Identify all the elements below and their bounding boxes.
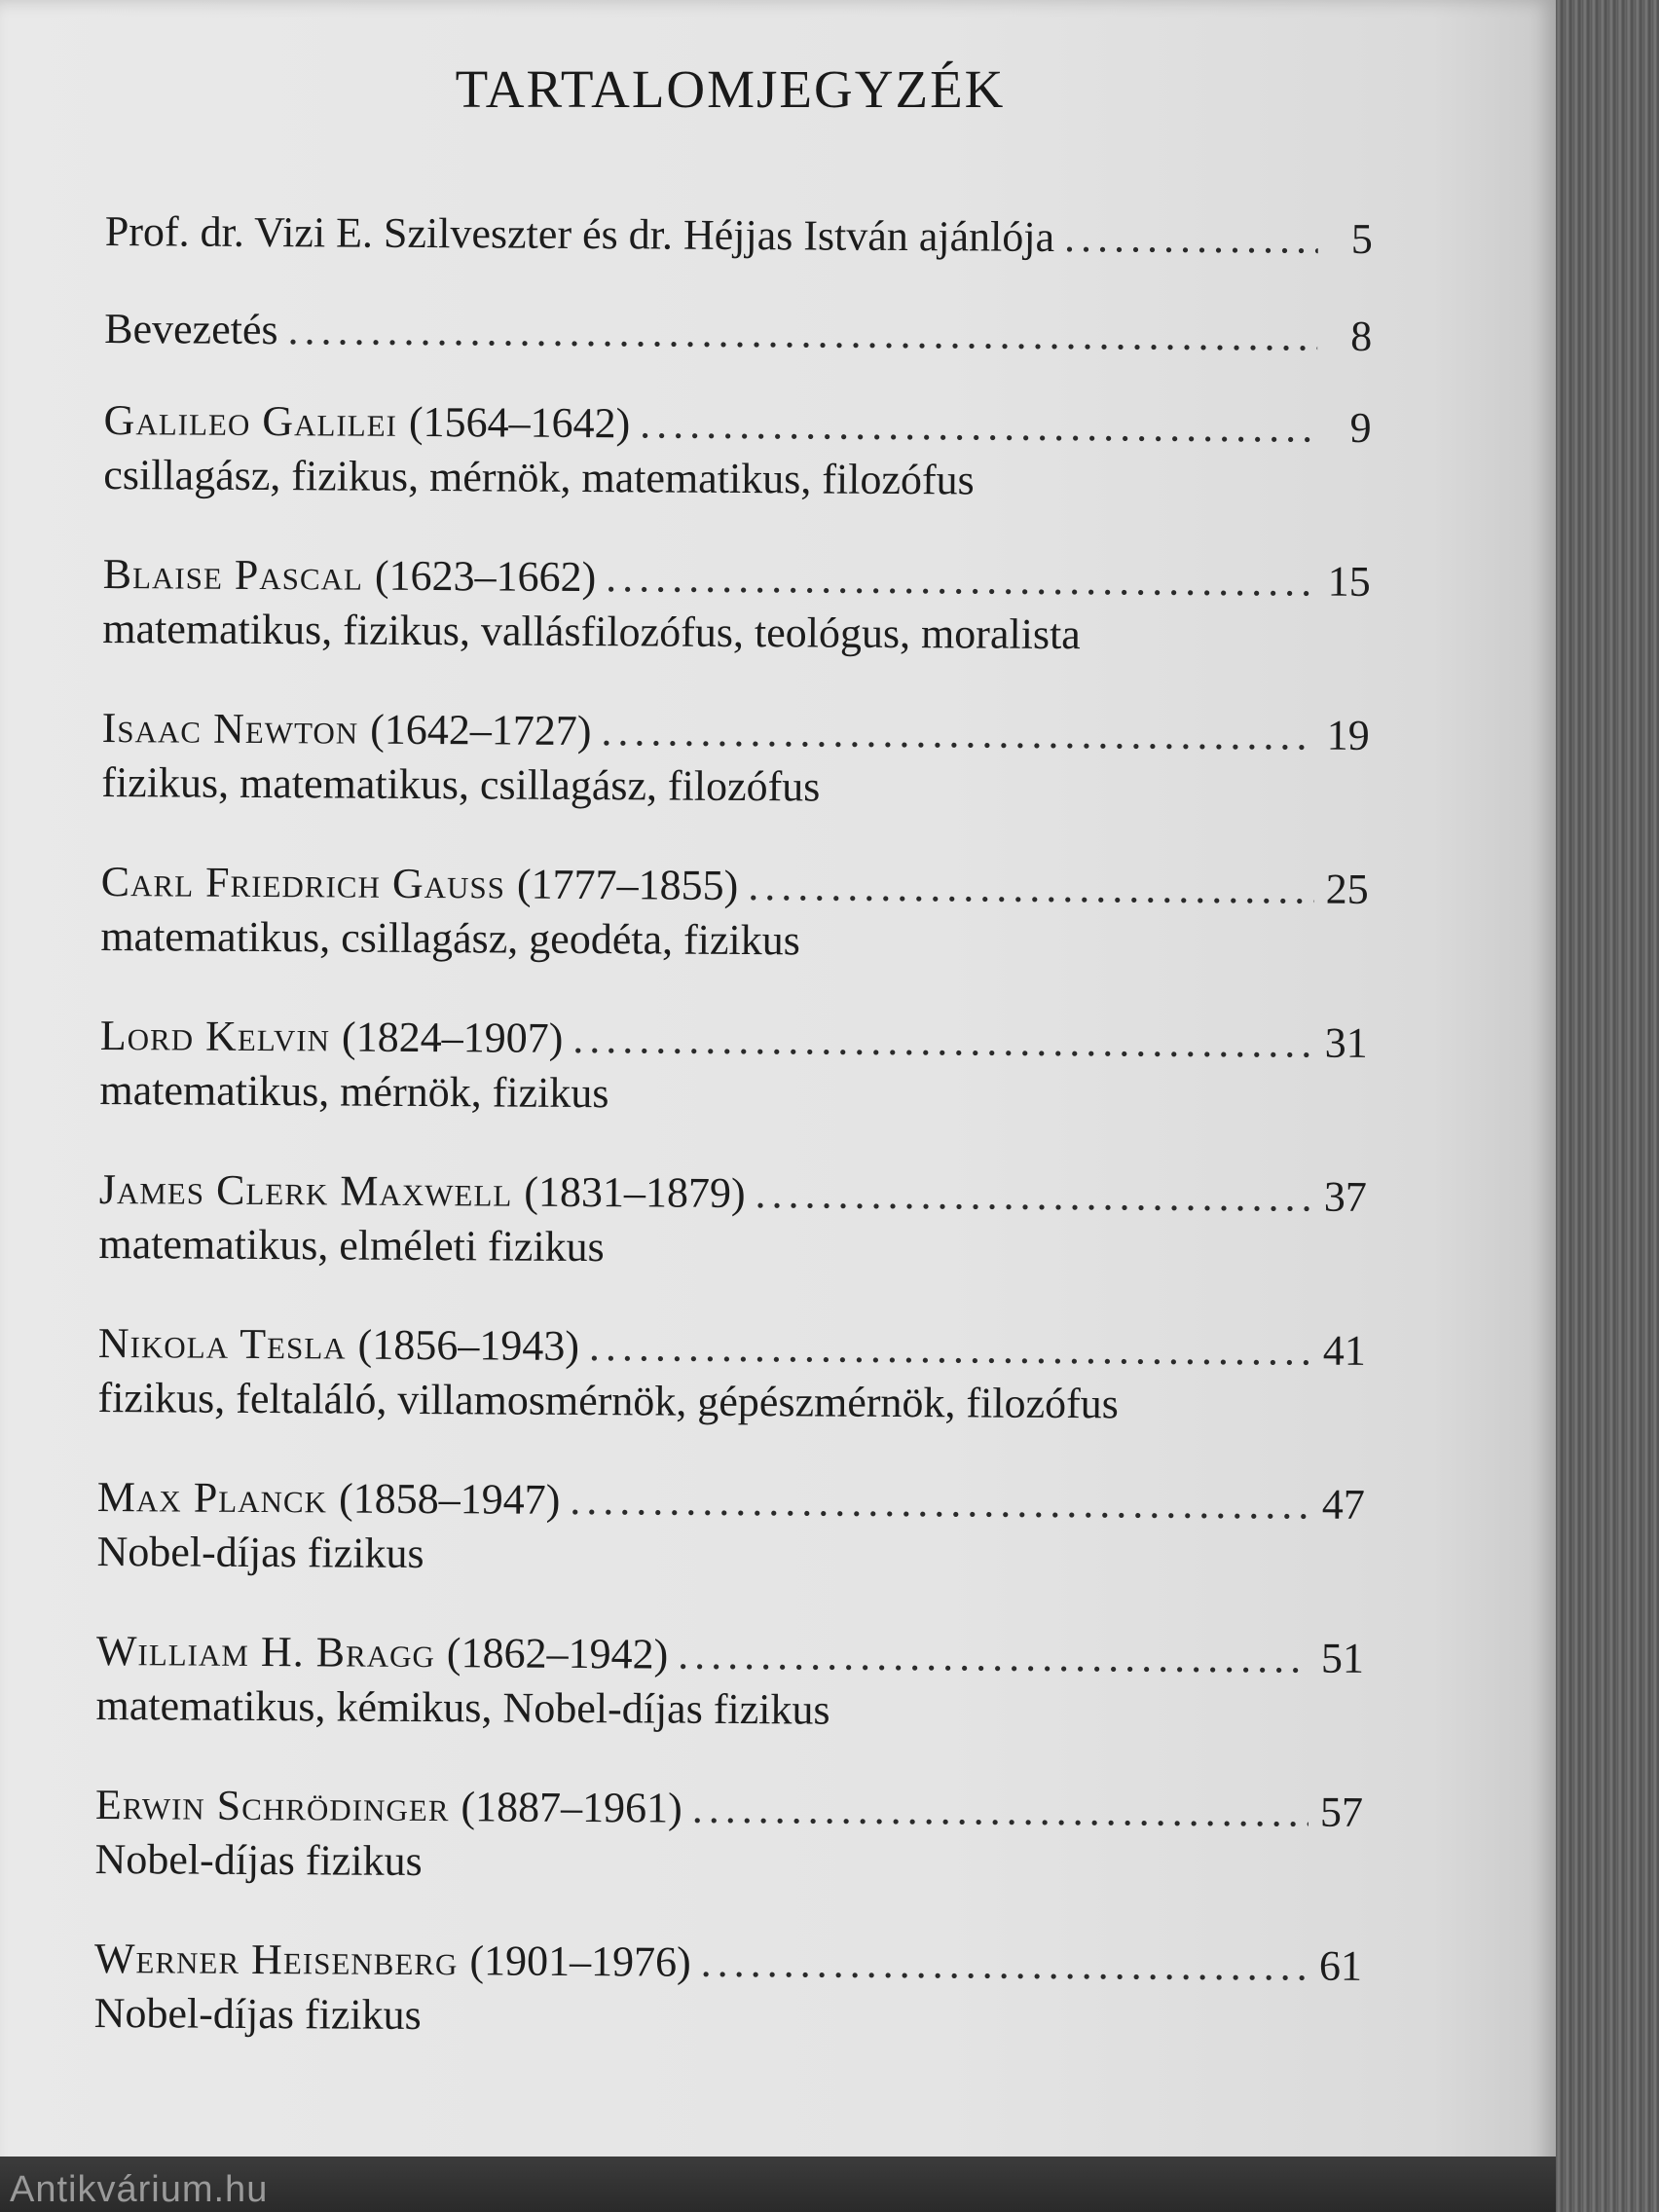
person-name: Lord Kelvin	[99, 1011, 331, 1061]
page-number: 19	[1326, 711, 1370, 759]
page-number: 25	[1325, 865, 1369, 913]
leader-dots	[640, 396, 1317, 455]
toc-entry-line	[105, 204, 1373, 267]
page-number: 57	[1319, 1788, 1364, 1836]
leader-dots	[572, 1012, 1313, 1071]
leader-dots	[570, 1473, 1310, 1532]
toc-entry-line	[95, 1778, 1363, 1840]
person-name: Galileo Galilei	[103, 395, 398, 446]
page-number: 47	[1321, 1480, 1366, 1529]
toc-entry-bragg	[95, 1624, 1364, 1741]
leader-dots	[692, 1782, 1309, 1840]
life-dates: (1887–1961)	[461, 1783, 682, 1832]
toc-entry-foreword	[105, 204, 1373, 267]
person-name: Werner Heisenberg	[93, 1934, 459, 1985]
toc-entry-line	[101, 855, 1369, 917]
person-name: James Clerk Maxwell	[98, 1164, 513, 1216]
leader-dots	[755, 1166, 1312, 1224]
life-dates: (1623–1662)	[374, 551, 597, 602]
toc-entry-line	[94, 1932, 1362, 1994]
toc-entry-line	[102, 701, 1370, 763]
toc-entry-kelvin	[99, 1009, 1368, 1125]
person-description: matematikus, kémikus, Nobel-díjas fizikus	[95, 1680, 830, 1734]
person-description: Nobel-díjas fizikus	[96, 1527, 424, 1578]
page-number: 15	[1327, 557, 1371, 606]
person-description: Nobel-díjas fizikus	[94, 1834, 423, 1886]
person-name: Blaise Pascal	[102, 549, 364, 600]
life-dates: (1824–1907)	[341, 1013, 564, 1062]
person-description: matematikus, elméleti fizikus	[98, 1219, 605, 1272]
toc-entry-pascal	[102, 547, 1371, 664]
person-name: William H. Bragg	[95, 1626, 436, 1677]
toc-entry-introduction	[104, 302, 1372, 364]
page-number: 9	[1349, 403, 1372, 452]
person-description: Nobel-díjas fizikus	[93, 1988, 422, 2040]
watermark: Antikvárium.hu	[10, 2169, 269, 2210]
life-dates: (1642–1727)	[370, 705, 592, 756]
toc-entry-line	[99, 1162, 1367, 1225]
person-name: Isaac Newton	[101, 703, 359, 754]
leader-dots	[678, 1628, 1309, 1686]
toc-entry-line	[103, 547, 1371, 609]
leader-dots	[748, 859, 1314, 917]
toc-entry-schrodinger	[94, 1778, 1363, 1895]
life-dates: (1856–1943)	[357, 1320, 580, 1370]
toc-entry-maxwell	[98, 1162, 1367, 1279]
page-number: 8	[1350, 312, 1373, 360]
life-dates: (1862–1942)	[446, 1629, 669, 1678]
leader-dots	[601, 704, 1315, 762]
toc-entry-heisenberg	[93, 1932, 1362, 2048]
person-description: csillagász, fizikus, mérnök, matematikus, filozófus	[103, 450, 975, 504]
page-number: 41	[1322, 1326, 1366, 1375]
person-name: Erwin Schrödinger	[94, 1780, 450, 1831]
page-number: 37	[1323, 1172, 1367, 1221]
person-description: matematikus, csillagász, geodéta, fizikus	[100, 911, 800, 965]
page-stack-edge	[1556, 0, 1659, 2212]
leader-dots	[589, 1319, 1311, 1379]
person-name: Nikola Tesla	[97, 1318, 347, 1369]
person-description: fizikus, matematikus, csillagász, filozófus	[101, 757, 821, 811]
page-title: TARTALOMJEGYZÉK	[455, 59, 1006, 119]
person-description: fizikus, feltaláló, villamosmérnök, gépészmérnök, filozófus	[97, 1373, 1120, 1428]
leader-dots	[1064, 210, 1318, 267]
page-number: 61	[1318, 1941, 1363, 1990]
toc-entry-galilei	[103, 393, 1372, 510]
toc-entry-tesla	[97, 1316, 1366, 1433]
toc-entry-title: Bevezetés	[104, 304, 278, 354]
page-number: 31	[1324, 1018, 1368, 1067]
page-number: 5	[1350, 214, 1373, 263]
life-dates: (1858–1947)	[338, 1474, 561, 1524]
leader-dots	[606, 550, 1316, 608]
life-dates: (1831–1879)	[524, 1167, 746, 1218]
toc-entry-line	[98, 1316, 1366, 1379]
person-description: matematikus, mérnök, fizikus	[99, 1065, 609, 1118]
person-description: matematikus, fizikus, vallásfilozófus, teológus, moralista	[102, 604, 1081, 659]
leader-dots	[701, 1936, 1309, 1994]
toc-entry-line	[100, 1009, 1368, 1071]
table-of-contents	[93, 204, 1372, 2048]
life-dates: (1901–1976)	[469, 1936, 691, 1986]
toc-entry-line	[97, 1470, 1365, 1532]
leader-dots	[287, 303, 1317, 363]
toc-entry-gauss	[100, 855, 1369, 972]
page-number: 51	[1320, 1634, 1365, 1682]
toc-entry-line	[104, 302, 1372, 364]
toc-entry-newton	[101, 701, 1370, 818]
toc-entry-planck	[96, 1470, 1365, 1587]
toc-entry-line	[103, 393, 1371, 456]
life-dates: (1564–1642)	[408, 397, 631, 448]
life-dates: (1777–1855)	[516, 860, 739, 909]
toc-entry-line	[96, 1624, 1364, 1686]
toc-entry-title: Prof. dr. Vizi E. Szilveszter és dr. Héjjas István ajánlója	[104, 206, 1055, 261]
person-name: Max Planck	[96, 1472, 328, 1523]
person-name: Carl Friedrich Gauss	[100, 857, 506, 908]
